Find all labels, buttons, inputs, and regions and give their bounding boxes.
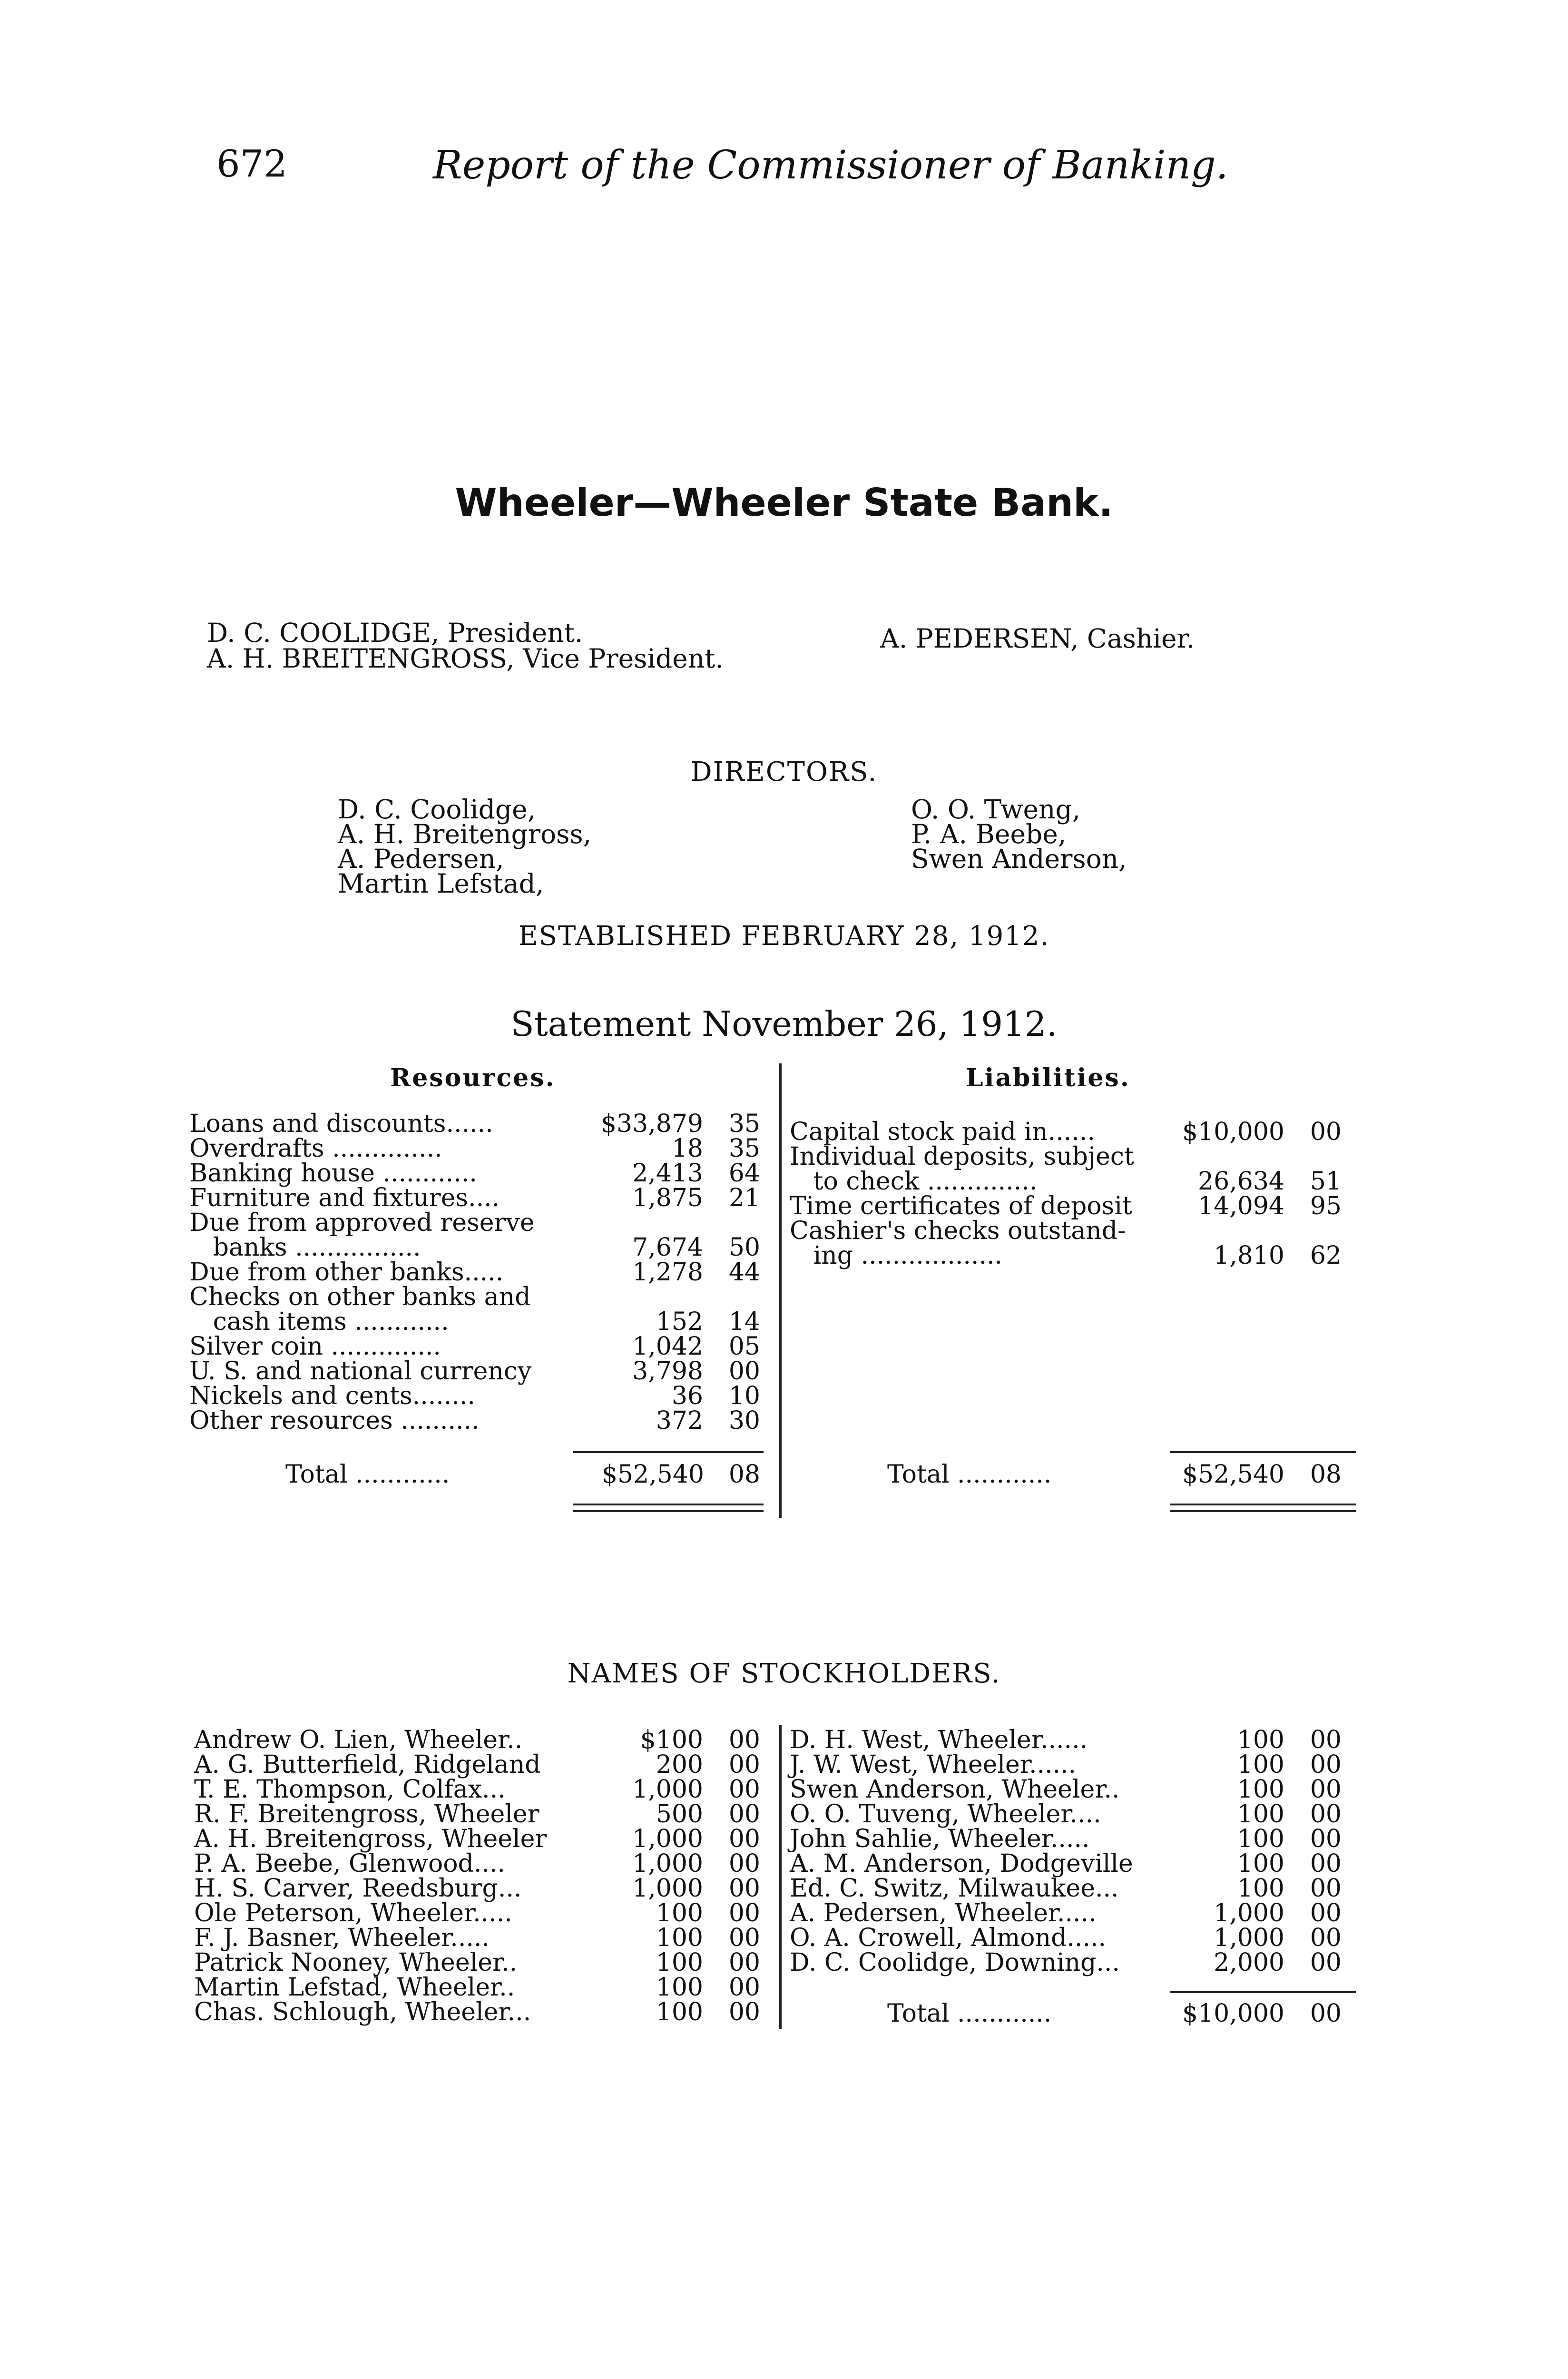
row-label: Total ............: [887, 1999, 1052, 2028]
row-dollars: 36: [671, 1382, 703, 1410]
row-cents: 00: [1310, 1849, 1342, 1878]
director-name: Martin Lefstad,: [338, 868, 544, 899]
stockholder-row: [790, 1851, 1361, 1877]
row-dollars: 18: [671, 1134, 703, 1163]
stockholder-row: [790, 1801, 1361, 1827]
row-dollars: 100: [1237, 1726, 1284, 1754]
liabilities-total-double-rule: [1170, 1504, 1356, 1512]
row-dollars: $52,540: [601, 1460, 704, 1489]
row-cents: 00: [1310, 1800, 1342, 1828]
row-cents: 00: [728, 1874, 760, 1903]
resources-total-row: [285, 1462, 771, 1487]
row-dollars: 100: [1237, 1750, 1284, 1779]
stockholder-row: [194, 1900, 770, 1926]
row-cents: 64: [728, 1159, 760, 1188]
row-label: Individual deposits, subject: [790, 1142, 1134, 1171]
resources-heading: Resources.: [390, 1063, 556, 1092]
row-dollars: 1,000: [1214, 1899, 1284, 1927]
row-dollars: 7,674: [632, 1233, 703, 1262]
row-dollars: $10,000: [1182, 1999, 1284, 2028]
row-label: to check ..............: [790, 1167, 1038, 1196]
row-label: T. E. Thompson, Colfax...: [194, 1775, 506, 1804]
row-dollars: 100: [656, 1924, 703, 1952]
directors-right: [911, 794, 1127, 874]
row-label: D. H. West, Wheeler......: [790, 1726, 1088, 1754]
row-cents: 50: [728, 1233, 760, 1262]
officer-cashier: A. PEDERSEN, Cashier.: [880, 623, 1195, 654]
resource-row: [189, 1358, 770, 1384]
row-label: A. G. Butterfield, Ridgeland: [194, 1750, 541, 1779]
row-label: Cashier's checks outstand-: [790, 1217, 1126, 1245]
stockholder-row: [194, 1851, 770, 1877]
row-cents: 21: [728, 1184, 760, 1212]
row-cents: 00: [1310, 1726, 1342, 1754]
row-cents: 00: [728, 1357, 760, 1386]
resources-total-double-rule: [573, 1504, 764, 1512]
statement-title: Statement November 26, 1912.: [510, 1004, 1058, 1044]
director-name: P. A. Beebe,: [911, 819, 1067, 849]
resource-row: [189, 1284, 770, 1310]
row-label: Furniture and fixtures....: [189, 1184, 500, 1212]
row-dollars: 3,798: [632, 1357, 703, 1386]
row-dollars: 372: [656, 1406, 703, 1435]
row-label: Other resources ..........: [189, 1406, 480, 1435]
row-label: Checks on other banks and: [189, 1283, 531, 1311]
row-label: banks ................: [189, 1233, 421, 1262]
row-label: Martin Lefstad, Wheeler..: [194, 1973, 515, 2002]
row-label: Chas. Schlough, Wheeler...: [194, 1998, 531, 2026]
stockholder-row: [194, 1777, 770, 1802]
row-dollars: 1,810: [1214, 1241, 1284, 1270]
statement-column-divider: [779, 1063, 782, 1518]
row-label: J. W. West, Wheeler......: [790, 1750, 1077, 1779]
row-dollars: 100: [656, 1973, 703, 2002]
row-cents: 00: [728, 1998, 760, 2026]
row-cents: 00: [728, 1973, 760, 2002]
resource-row: [189, 1136, 770, 1161]
row-cents: 35: [728, 1110, 760, 1138]
row-dollars: 1,000: [632, 1849, 703, 1878]
row-cents: 08: [1310, 1460, 1342, 1489]
resource-row: [189, 1383, 770, 1409]
row-label: Capital stock paid in......: [790, 1118, 1095, 1146]
row-dollars: 1,042: [632, 1332, 703, 1361]
liability-row: [790, 1169, 1361, 1194]
liability-row: [790, 1218, 1361, 1244]
row-label: John Sahlie, Wheeler.....: [790, 1825, 1090, 1853]
liability-row: [790, 1243, 1361, 1268]
stockholder-row: [194, 1999, 770, 2025]
row-dollars: 14,094: [1198, 1192, 1284, 1220]
director-name: A. Pedersen,: [338, 844, 504, 874]
row-cents: 30: [728, 1406, 760, 1435]
resource-row: [189, 1309, 770, 1335]
stockholder-row: [790, 1777, 1361, 1802]
stockholder-row: [790, 1876, 1361, 1901]
row-label: O. O. Tuveng, Wheeler....: [790, 1800, 1101, 1828]
officer-vice-president: A. H. BREITENGROSS, Vice President.: [207, 643, 724, 674]
resource-row: [189, 1334, 770, 1359]
row-cents: 00: [728, 1825, 760, 1853]
stockholder-row: [194, 1801, 770, 1827]
liability-row: [790, 1144, 1361, 1170]
row-cents: 08: [728, 1460, 760, 1489]
row-label: F. J. Basner, Wheeler.....: [194, 1924, 490, 1952]
row-dollars: 1,278: [632, 1258, 703, 1287]
row-label: P. A. Beebe, Glenwood....: [194, 1849, 505, 1878]
row-cents: 00: [728, 1899, 760, 1927]
row-dollars: 500: [656, 1800, 703, 1828]
stockholders-total-rule: [1170, 1991, 1356, 1993]
row-cents: 00: [728, 1948, 760, 1977]
row-dollars: 2,000: [1214, 1948, 1284, 1977]
row-label: Loans and discounts......: [189, 1110, 493, 1138]
row-dollars: 100: [1237, 1825, 1284, 1853]
liability-row: [790, 1119, 1361, 1145]
resource-row: [189, 1210, 770, 1236]
row-label: Patrick Nooney, Wheeler..: [194, 1948, 518, 1977]
row-dollars: 1,000: [1214, 1924, 1284, 1952]
page-number: 672: [216, 143, 287, 186]
row-label: Silver coin ..............: [189, 1332, 441, 1361]
liabilities-heading: Liabilities.: [966, 1063, 1130, 1092]
row-label: O. A. Crowell, Almond.....: [790, 1924, 1107, 1952]
row-label: A. Pedersen, Wheeler.....: [790, 1899, 1097, 1927]
stockholder-row: [790, 1727, 1361, 1753]
row-label: R. F. Breitengross, Wheeler: [194, 1800, 539, 1828]
director-name: A. H. Breitengross,: [338, 819, 592, 849]
stockholder-row: [194, 1752, 770, 1778]
row-dollars: 1,000: [632, 1775, 703, 1804]
row-cents: 00: [1310, 1750, 1342, 1779]
row-label: A. H. Breitengross, Wheeler: [194, 1825, 547, 1853]
director-name: O. O. Tweng,: [911, 794, 1081, 825]
row-label: ing ..................: [790, 1241, 1003, 1270]
directors-left: [338, 794, 592, 899]
row-dollars: 100: [1237, 1849, 1284, 1878]
row-cents: 00: [728, 1924, 760, 1952]
resource-row: [189, 1259, 770, 1285]
stockholder-row: [790, 1900, 1361, 1926]
liabilities-total-rule: [1170, 1451, 1356, 1453]
row-cents: 00: [728, 1800, 760, 1828]
row-dollars: $100: [640, 1726, 703, 1754]
row-cents: 00: [728, 1849, 760, 1878]
row-label: cash items ............: [189, 1307, 449, 1336]
established-date: ESTABLISHED FEBRUARY 28, 1912.: [518, 921, 1050, 952]
liability-row: [790, 1193, 1361, 1219]
row-label: Total ............: [285, 1460, 450, 1489]
row-dollars: 1,000: [632, 1874, 703, 1903]
stockholder-row: [194, 1950, 770, 1976]
stockholder-row: [194, 1826, 770, 1852]
row-cents: 00: [728, 1726, 760, 1754]
row-label: Ed. C. Switz, Milwaukee...: [790, 1874, 1119, 1903]
row-cents: 00: [1310, 1899, 1342, 1927]
resource-row: [189, 1408, 770, 1434]
row-cents: 00: [1310, 1874, 1342, 1903]
row-dollars: 1,000: [632, 1825, 703, 1853]
row-cents: 00: [1310, 1825, 1342, 1853]
stockholder-row: [790, 1826, 1361, 1852]
row-dollars: 100: [656, 1998, 703, 2026]
resource-row: [189, 1160, 770, 1186]
row-dollars: 200: [656, 1750, 703, 1779]
running-head: Report of the Commissioner of Banking.: [433, 143, 1228, 188]
row-dollars: 100: [1237, 1775, 1284, 1804]
row-label: A. M. Anderson, Dodgeville: [790, 1849, 1133, 1878]
row-cents: 00: [1310, 1999, 1342, 2028]
stockholder-row: [194, 1876, 770, 1901]
row-cents: 05: [728, 1332, 760, 1361]
row-dollars: 100: [656, 1899, 703, 1927]
stockholders-column-divider: [779, 1725, 782, 2029]
liabilities-total-row: [887, 1462, 1363, 1487]
resource-row: [189, 1235, 770, 1260]
row-label: Due from approved reserve: [189, 1209, 535, 1237]
bank-title: Wheeler—Wheeler State Bank.: [455, 481, 1113, 525]
row-label: Ole Peterson, Wheeler.....: [194, 1899, 512, 1927]
row-label: Swen Anderson, Wheeler..: [790, 1775, 1120, 1804]
stockholders-total-row: [887, 2001, 1363, 2026]
row-dollars: $52,540: [1182, 1460, 1284, 1489]
row-label: U. S. and national currency: [189, 1357, 532, 1386]
row-label: Andrew O. Lien, Wheeler..: [194, 1726, 523, 1754]
row-dollars: 2,413: [632, 1159, 703, 1188]
row-cents: 00: [1310, 1118, 1342, 1146]
stockholders-heading: NAMES OF STOCKHOLDERS.: [567, 1658, 1001, 1689]
officer-president: D. C. COOLIDGE, President.: [207, 618, 583, 648]
row-dollars: 152: [656, 1307, 703, 1336]
row-dollars: 100: [656, 1948, 703, 1977]
row-dollars: 100: [1237, 1800, 1284, 1828]
director-name: D. C. Coolidge,: [338, 794, 536, 825]
row-label: Time certificates of deposit: [790, 1192, 1132, 1220]
row-label: Due from other banks.....: [189, 1258, 504, 1287]
row-label: Banking house ............: [189, 1159, 477, 1188]
row-cents: 00: [1310, 1948, 1342, 1977]
row-cents: 51: [1310, 1167, 1342, 1196]
row-label: H. S. Carver, Reedsburg...: [194, 1874, 522, 1903]
row-label: Overdrafts ..............: [189, 1134, 442, 1163]
row-cents: 00: [1310, 1775, 1342, 1804]
row-cents: 10: [728, 1382, 760, 1410]
row-cents: 00: [728, 1750, 760, 1779]
stockholder-row: [790, 1950, 1361, 1976]
stockholder-row: [194, 1727, 770, 1753]
directors-heading: DIRECTORS.: [690, 757, 878, 787]
row-label: Nickels and cents........: [189, 1382, 475, 1410]
row-label: Total ............: [887, 1460, 1052, 1489]
row-dollars: $33,879: [600, 1110, 703, 1138]
resource-row: [189, 1111, 770, 1137]
row-dollars: 1,875: [632, 1184, 703, 1212]
row-dollars: 100: [1237, 1874, 1284, 1903]
resources-total-rule: [573, 1451, 764, 1453]
row-cents: 62: [1310, 1241, 1342, 1270]
resource-row: [189, 1185, 770, 1211]
row-label: D. C. Coolidge, Downing...: [790, 1948, 1120, 1977]
row-cents: 00: [728, 1775, 760, 1804]
row-cents: 44: [728, 1258, 760, 1287]
row-cents: 14: [728, 1307, 760, 1336]
row-dollars: 26,634: [1198, 1167, 1284, 1196]
director-name: Swen Anderson,: [911, 844, 1127, 874]
row-cents: 95: [1310, 1192, 1342, 1220]
stockholder-row: [790, 1752, 1361, 1778]
stockholder-row: [790, 1925, 1361, 1951]
row-cents: 00: [1310, 1924, 1342, 1952]
row-dollars: $10,000: [1182, 1118, 1284, 1146]
stockholder-row: [194, 1975, 770, 2000]
row-cents: 35: [728, 1134, 760, 1163]
stockholder-row: [194, 1925, 770, 1951]
